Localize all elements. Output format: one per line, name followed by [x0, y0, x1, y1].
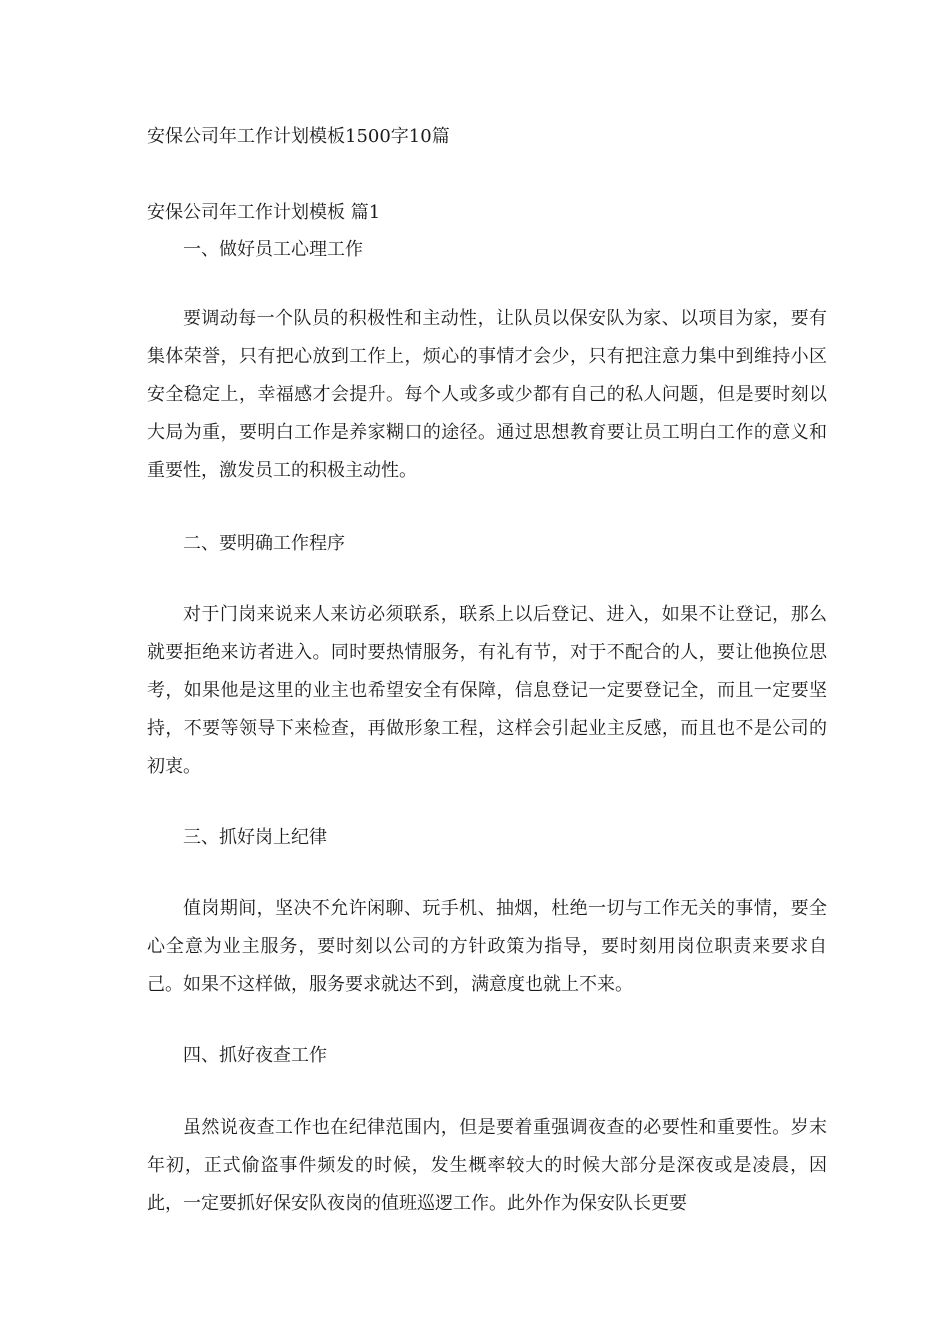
heading-2: 二、要明确工作程序: [183, 533, 345, 554]
heading-1: 一、做好员工心理工作: [183, 239, 363, 260]
document-title: 安保公司年工作计划模板1500字10篇: [147, 126, 450, 147]
paragraph-4: 虽然说夜查工作也在纪律范围内，但是要着重强调夜查的必要性和重要性。岁末年初，正式偷盗事件频发的时候，发生概率较大的时候大部分是深夜或是凌晨，因此，一定要抓好保安队夜岗的值班巡逻工作。此外作为保安队长更要: [147, 1117, 827, 1214]
paragraph-3: 值岗期间，坚决不允许闲聊、玩手机、抽烟，杜绝一切与工作无关的事情，要全心全意为业主服务，要时刻以公司的方针政策为指导，要时刻用岗位职责来要求自己。如果不这样做，服务要求就达不到，满意度也就上不来。: [147, 898, 827, 995]
paragraph-1: 要调动每一个队员的积极性和主动性，让队员以保安队为家、以项目为家，要有集体荣誉，只有把心放到工作上，烦心的事情才会少，只有把注意力集中到维持小区安全稳定上，幸福感才会提升。每个人或多或少都有自己的私人问题，但是要时刻以大局为重，要明白工作是养家糊口的途径。通过思想教育要让员工明白工作的意义和重要性，激发员工的积极主动性。: [147, 308, 827, 481]
heading-4: 四、抓好夜查工作: [183, 1045, 327, 1066]
paragraph-2: 对于门岗来说来人来访必须联系，联系上以后登记、进入，如果不让登记，那么就要拒绝来访者进入。同时要热情服务，有礼有节，对于不配合的人，要让他换位思考，如果他是这里的业主也希望安全有保障，信息登记一定要登记全，而且一定要坚持，不要等领导下来检查，再做形象工程，这样会引起业主反感，而且也不是公司的初衷。: [147, 604, 827, 777]
section-title: 安保公司年工作计划模板 篇1: [147, 202, 381, 223]
heading-3: 三、抓好岗上纪律: [183, 827, 327, 848]
